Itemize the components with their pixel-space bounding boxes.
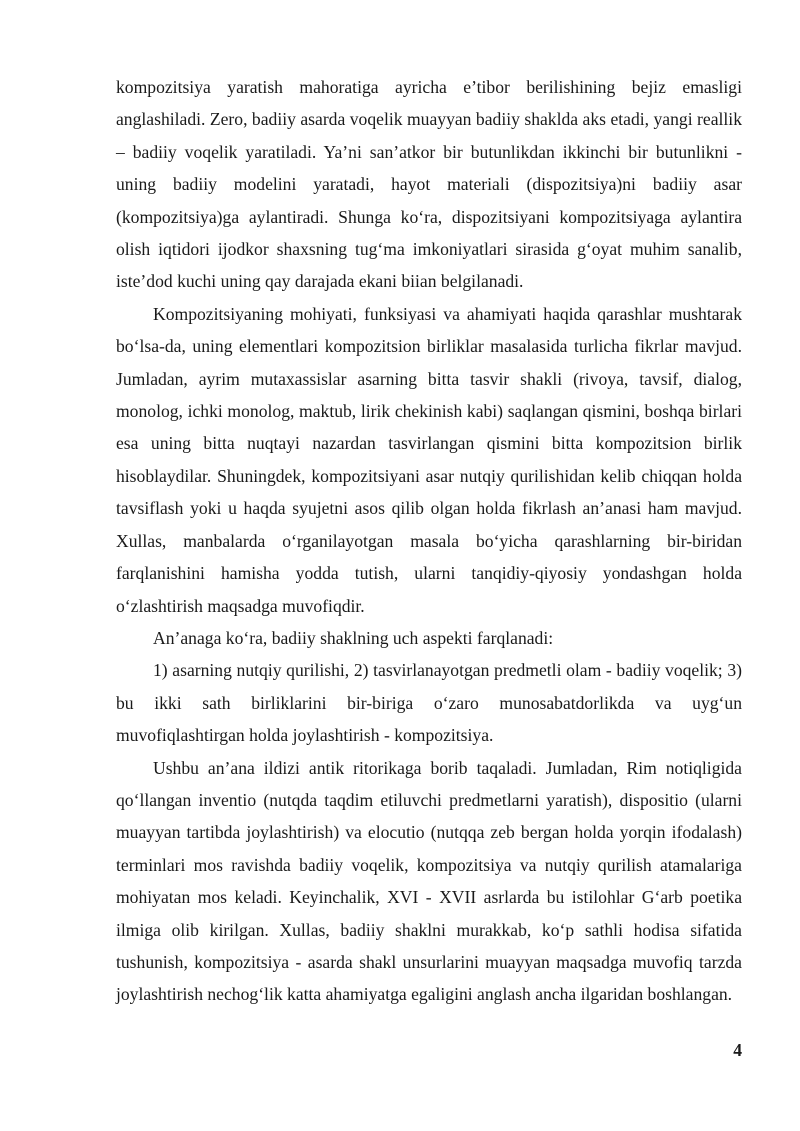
paragraph-rhetoric-origin: Ushbu an’ana ildizi antik ritorikaga borib taqaladi. Jumladan, Rim notiqligida qo‘llangan inventio (nutqda taqdim etiluvchi predmetlarni yaratish), dispositio (ularni muayyan tartibda joylashtirish) va elocutio (nutqqa zeb bergan holda yorqin ifodalash) terminlari mos ravishda badiiy voqelik, kompozitsiya va nutqiy qurilish atamalariga mohiyatan mos keladi. Keyinchalik, XVI - XVII asrlarda bu istilohlar G‘arb poetika ilmiga olib kirilgan. Xullas, badiiy shaklni murakkab, ko‘p sathli hodisa sifatida tushunish, kompozitsiya - asarda shakl unsurlarini muayyan maqsadga muvofiq tarzda joylashtirish nechog‘lik katta ahamiyatga egaligini anglash ancha ilgaridan boshlangan.	[116, 757, 742, 1005]
paragraph-continuation: kompozitsiya yaratish mahoratiga ayricha e’tibor berilishining bejiz emasligi anglashiladi. Zero, badiiy asarda voqelik muayyan badiiy shaklda aks etadi, yangi reallik – badiiy voqelik yaratiladi. Ya’ni san’atkor bir butunlikdan ikkinchi bir butunlikni - uning badiiy modelini yaratadi, hayot materiali (dispozitsiya)ni badiiy asar (kompozitsiya)ga aylantiradi. Shunga ko‘ra, dispozitsiyani kompozitsiyaga aylantira olish iqtidori ijodkor shaxsning tug‘ma imkoniyatlari sirasida g‘oyat muhim sanalib, iste’dod kuchi uning qay darajada ekani biian belgilanadi.	[116, 77, 742, 292]
page-number: 4	[733, 1040, 742, 1060]
paragraph-three-aspects-intro: An’anaga ko‘ra, badiiy shaklning uch aspekti farqlanadi:	[153, 627, 554, 648]
paragraph-composition-views: Kompozitsiyaning mohiyati, funksiyasi va ahamiyati haqida qarashlar mushtarak bo‘lsa-da, uning elementlari kompozitsion birliklar masalasida turlicha fikrlar mavjud. Jumladan, ayrim mutaxassislar asarning bitta tasvir shakli (rivoya, tavsif, dialog, monolog, ichki monolog, maktub, lirik chekinish kabi) saqlangan qismini, boshqa birlari esa uning bitta nuqtayi nazardan tasvirlangan qismini bitta kompozitsion birlik hisoblaydilar. Shuningdek, kompozitsiyani asar nutqiy qurilishidan kelib chiqqan holda tavsiflash yoki u haqda syujetni asos qilib olgan holda fikrlash an’anasi ham mavjud. Xullas, manbalarda o‘rganilayotgan masala bo‘yicha qarashlarning bir-biridan farqlanishini hamisha yodda tutish, ularni tanqidiy-qiyosiy yondashgan holda o‘zlashtirish maqsadga muvofiqdir.	[116, 303, 742, 616]
paragraph-three-aspects-list: 1) asarning nutqiy qurilishi, 2) tasvirlanayotgan predmetli olam - badiiy voqelik; 3) bu ikki sath birliklarini bir-biriga o‘zaro munosabatdorlikda va uyg‘un muvofiqlashtirgan holda joylashtirish - kompozitsiya.	[116, 660, 742, 746]
document-body	[116, 71, 742, 1011]
